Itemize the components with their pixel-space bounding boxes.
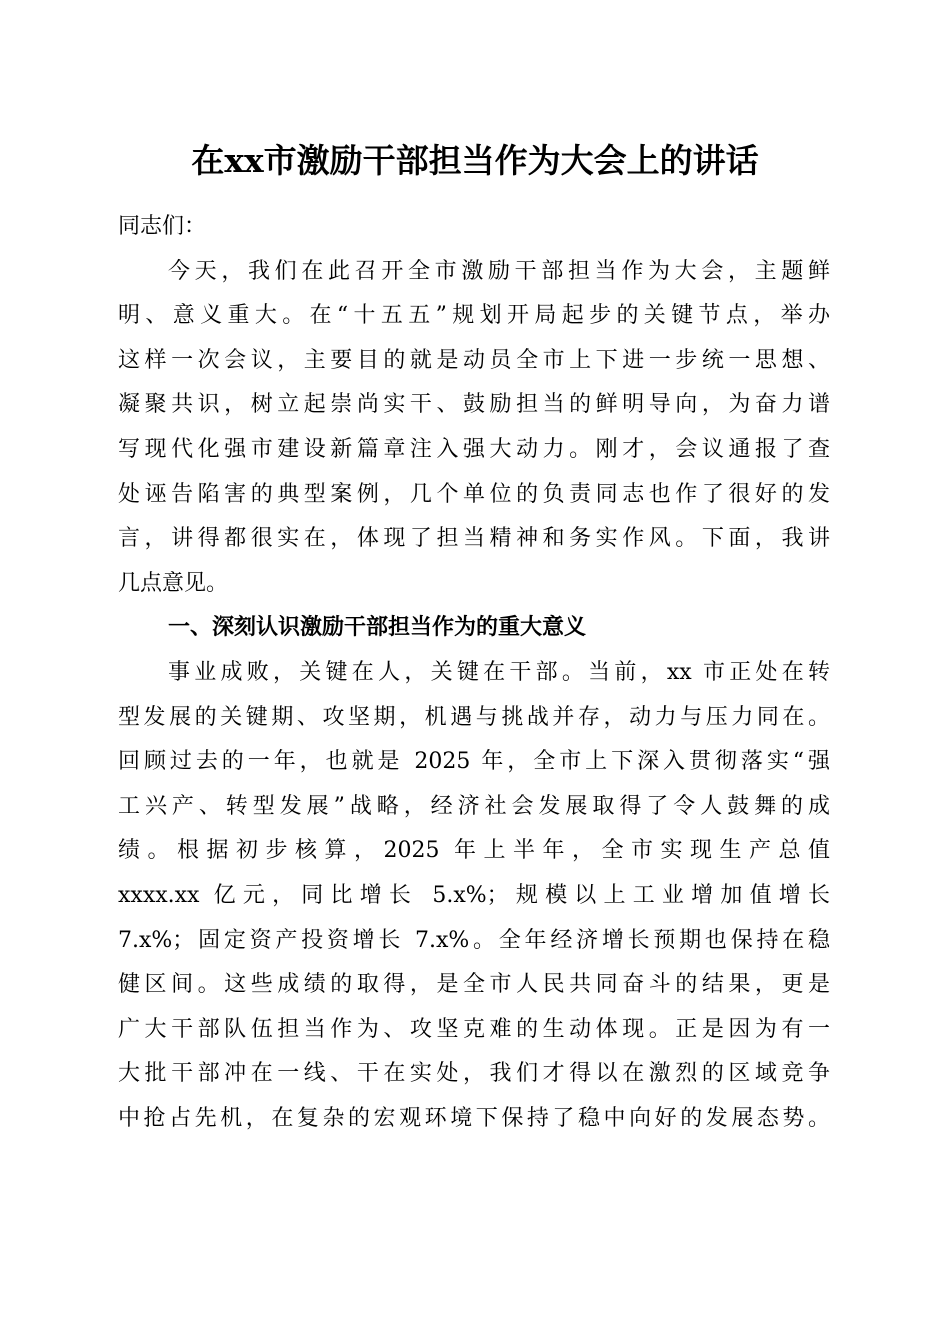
- paragraph-line: 中抢占先机，在复杂的宏观环境下保持了稳中向好的发展态势。: [118, 1105, 830, 1131]
- paragraph-line: 凝聚共识，树立起崇尚实干、鼓励担当的鲜明导向，为奋力谱: [118, 392, 830, 418]
- paragraph-line: 写现代化强市建设新篇章注入强大动力。刚才，会议通报了查: [118, 436, 830, 462]
- document-body: [118, 205, 830, 1141]
- paragraph-line: 几点意见。: [118, 570, 229, 596]
- salutation: 同志们：: [118, 214, 207, 239]
- paragraph-line: 工兴产、转型发展”战略，经济社会发展取得了令人鼓舞的成: [118, 793, 830, 819]
- paragraph-line: 型发展的关键期、攻坚期，机遇与挑战并存，动力与压力同在。: [118, 704, 830, 730]
- paragraph-line: 7.x%；固定资产投资增长 7.x%。全年经济增长预期也保持在稳: [118, 927, 830, 953]
- paragraph-line: 事业成败，关键在人，关键在干部。当前，xx 市正处在转: [168, 659, 830, 685]
- page-title: 在xx市激励干部担当作为大会上的讲话: [191, 141, 759, 180]
- paragraph-line: 绩。根据初步核算，2025 年上半年，全市实现生产总值: [118, 838, 830, 864]
- paragraph-line: 这样一次会议，主要目的就是动员全市上下进一步统一思想、: [118, 347, 830, 373]
- paragraph-line: 言，讲得都很实在，体现了担当精神和务实作风。下面，我讲: [118, 526, 830, 552]
- paragraph-line: 处诬告陷害的典型案例，几个单位的负责同志也作了很好的发: [118, 481, 830, 507]
- section-heading: 一、深刻认识激励干部担当作为的重大意义: [168, 615, 587, 641]
- paragraph-line: 大批干部冲在一线、干在实处，我们才得以在激烈的区域竞争: [118, 1061, 830, 1087]
- paragraph-line: 回顾过去的一年，也就是 2025 年，全市上下深入贯彻落实“强: [118, 749, 830, 775]
- paragraph-line: 今天，我们在此召开全市激励干部担当作为大会，主题鲜: [168, 258, 830, 284]
- paragraph-line: 明、意义重大。在“十五五”规划开局起步的关键节点，举办: [118, 303, 830, 329]
- paragraph-line: xxxx.xx 亿元，同比增长 5.x%；规模以上工业增加值增长: [118, 882, 830, 908]
- paragraph-line: 广大干部队伍担当作为、攻坚克难的生动体现。正是因为有一: [118, 1016, 830, 1042]
- paragraph-line: 健区间。这些成绩的取得，是全市人民共同奋斗的结果，更是: [118, 972, 830, 998]
